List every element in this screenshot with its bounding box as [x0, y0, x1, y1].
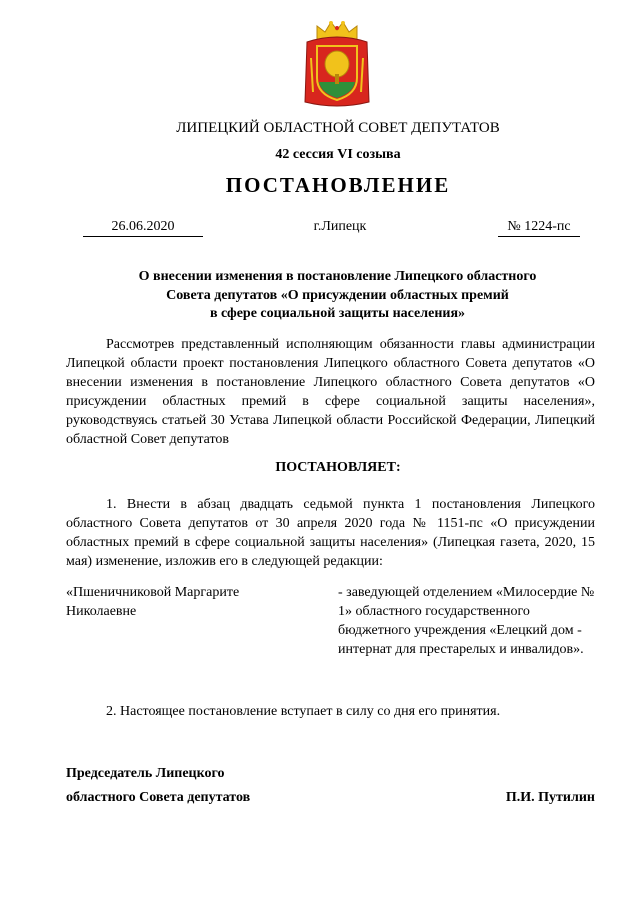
document-title: ПОСТАНОВЛЕНИЕ	[225, 173, 451, 197]
item-2-paragraph	[66, 702, 595, 721]
document-date: 26.06.2020	[83, 218, 203, 237]
signatory-position-line: областного Совета депутатов	[66, 790, 251, 805]
signatory-position	[66, 762, 326, 810]
award-recipient-name: «Пшеничниковой Маргарите Николаевне	[66, 585, 240, 619]
decree-heading: ПОСТАНОВЛЯЕТ:	[275, 460, 401, 475]
item-1-paragraph	[66, 495, 595, 571]
signatory-name: П.И. Путилин	[505, 790, 595, 805]
preamble-paragraph	[66, 335, 595, 449]
document-city: г.Липецк	[313, 219, 367, 234]
session-label: 42 сессия VI созыва	[275, 147, 401, 162]
document-subject	[60, 268, 615, 324]
award-recipient-position: - заведующей отделением «Милосердие № 1» областного государственного бюджетного учреждения «Елецкий дом - интернат для престарелых и инвалидов».	[338, 585, 595, 657]
subject-line: О внесении изменения в постановление Липецкого областного	[138, 269, 537, 284]
document-number: № 1224-пс	[498, 218, 580, 237]
council-name: ЛИПЕЦКИЙ ОБЛАСТНОЙ СОВЕТ ДЕПУТАТОВ	[176, 120, 500, 136]
lipetsk-oblast-coat-of-arms-icon	[303, 18, 371, 108]
item-1-text: 1. Внести в абзац двадцать седьмой пункта 1 постановления Липецкого областного Совета депутатов от 30 апреля 2020 года № 1151-пс «О присуждении областных премий в сфере социальной защиты населения» (Липецкая газета, 2020, 15 мая) изменение, изложив его в следующей редакции:	[66, 497, 595, 569]
signatory-position-line: Председатель Липецкого	[66, 766, 225, 781]
item-2-text: 2. Настоящее постановление вступает в силу со дня его принятия.	[106, 704, 501, 719]
subject-line: Совета депутатов «О присуждении областных премий	[166, 287, 509, 303]
preamble-text: Рассмотрев представленный исполняющим обязанности главы администрации Липецкой области проект постановления Липецкого областного Совета депутатов «О внесении изменения в постановление Липецкого областного Совета депутатов «О присуждении областных премий в сфере социальной защиты населения», руководствуясь статьей 30 Устава Липецкой области Российской Федерации, Липецкий областной Совет депутатов	[66, 337, 595, 447]
subject-line: в сфере социальной защиты населения»	[209, 306, 466, 321]
